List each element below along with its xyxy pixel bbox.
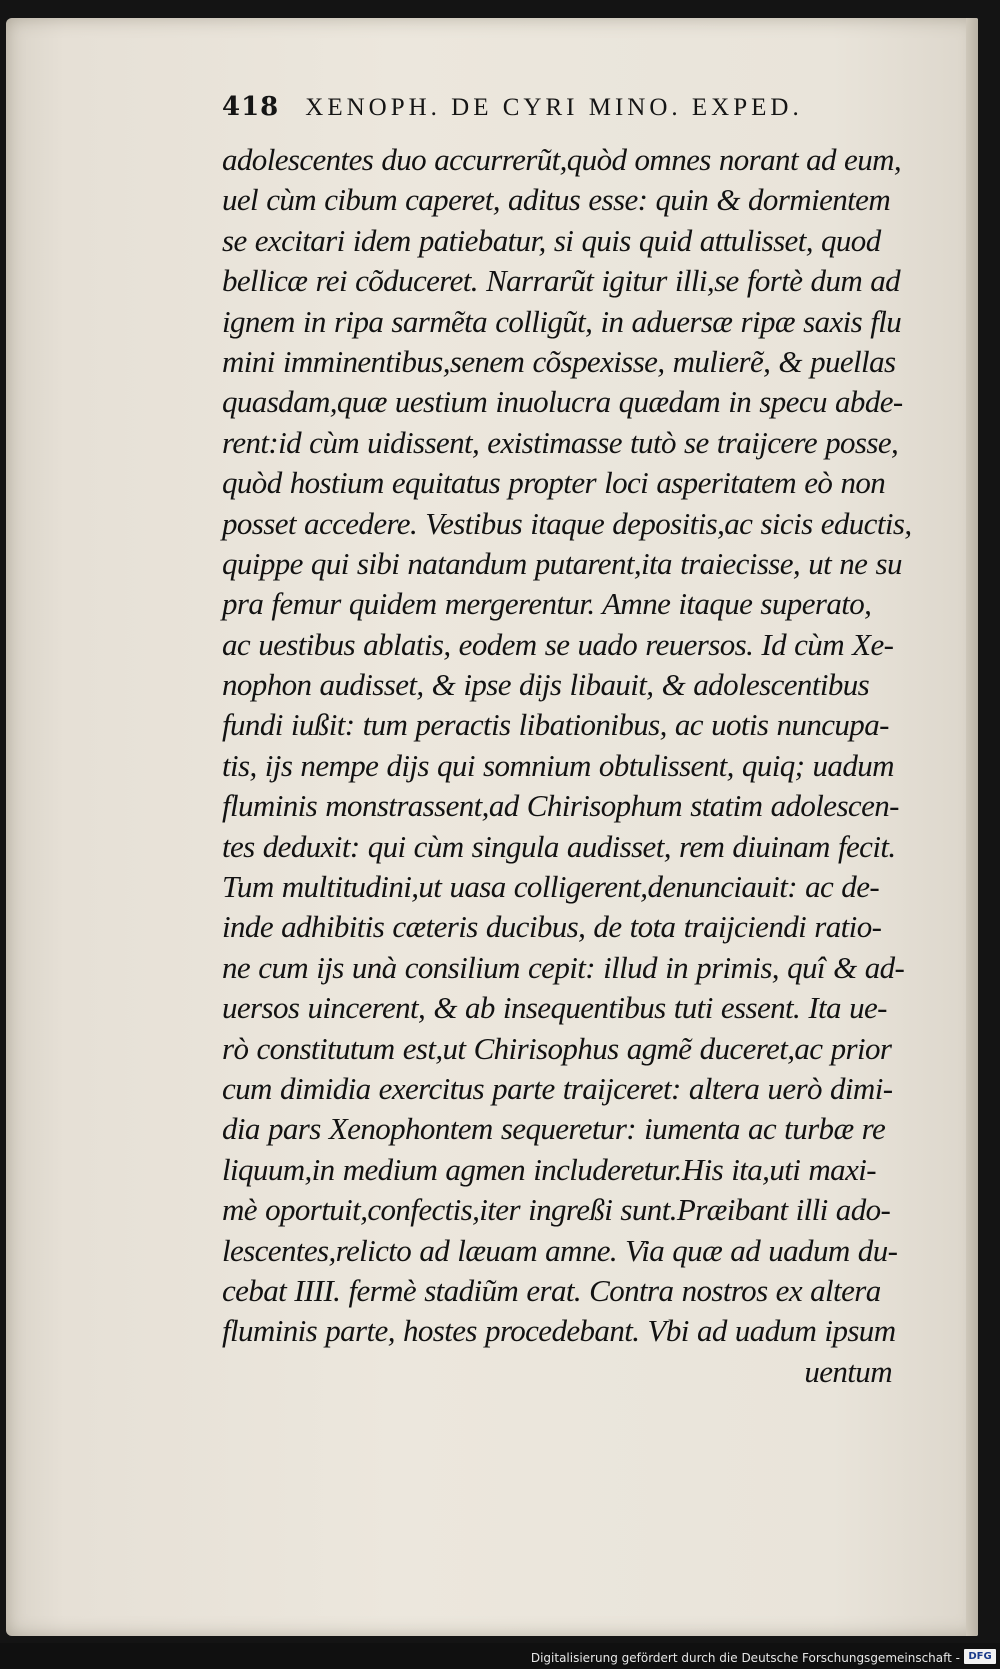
dfg-logo-icon: DFG [964,1649,996,1664]
text-line: uel cùm cibum caperet, aditus esse: quin & dormientem [222,182,891,218]
text-line: inde adhibitis cæteris ducibus, de tota traijciendi ratio- [222,909,882,945]
text-line: dia pars Xenophontem sequeretur: iumenta ac turbæ re [222,1111,886,1147]
text-line: adolescentes duo accurrerũt,quòd omnes norant ad eum, [222,142,902,177]
text-line: fundi iußit: tum peractis libationibus, ac uotis nuncupa- [222,707,889,743]
text-line: ignem in ripa sarmẽta colligũt, in aduersæ ripæ saxis flu [222,303,902,339]
text-line: tis, ijs nempe dijs qui somnium obtulissent, quiq; uadum [222,747,894,783]
body-text [222,140,912,1392]
text-line: uersos uincerent, & ab insequentibus tuti essent. Ita ue- [222,990,887,1026]
text-line: liquum,in medium agmen includeretur.His ita,uti maxi- [222,1151,876,1187]
text-line: fluminis parte, hostes procedebant. Vbi ad uadum ipsum [222,1313,896,1349]
text-line: rent:id cùm uidissent, existimasse tutò se traijcere posse, [222,424,899,460]
text-line: quippe qui sibi natandum putarent,ita traiecisse, ut ne su [222,545,902,581]
text-line: cebat IIII. fermè stadiũm erat. Contra nostros ex altera [222,1272,881,1308]
text-line: rò constitutum est,ut Chirisophus agmẽ duceret,ac prior [222,1030,892,1066]
text-line: posset accedere. Vestibus itaque depositis,ac sicis eductis, [222,505,912,541]
text-line: quòd hostium equitatus propter loci asperitatem eò non [222,465,886,501]
digitization-credit: Digitalisierung gefördert durch die Deutsche Forschungsgemeinschaft - [530,1651,960,1665]
running-title: XENOPH. DE CYRI MINO. EXPED. [305,94,803,121]
text-line: ac uestibus ablatis, eodem se uado reuersos. Id cùm Xe- [222,626,894,662]
catchword: uentum [804,1353,892,1389]
page-edge [966,18,978,1636]
text-line: nophon audisset, & ipse dijs libauit, & adolescentibus [222,667,870,703]
text-line: cum dimidia exercitus parte traijceret: altera uerò dimi- [222,1070,893,1106]
text-line: fluminis monstrassent,ad Chirisophum statim adolescen- [222,788,899,824]
footer-bar [0,1643,1000,1669]
text-line: tes deduxit: qui cùm singula audisset, rem diuinam fecit. [222,828,896,864]
page-number: 418 [222,92,280,122]
text-line: pra femur quidem mergerentur. Amne itaque superato, [222,586,872,622]
text-line: lescentes,relicto ad læuam amne. Via quæ ad uadum du- [222,1232,898,1268]
text-line: se excitari idem patiebatur, si quis quid attulisset, quod [222,222,881,258]
text-line: bellicæ rei cõduceret. Narrarũt igitur illi,se fortè dum ad [222,263,901,299]
text-line: mini imminentibus,senem cõspexisse, mulierẽ, & puellas [222,343,896,379]
text-line: ne cum ijs unà consilium cepit: illud in primis, quî & ad- [222,949,905,985]
text-line: quasdam,quæ uestium inuolucra quædam in specu abde- [222,384,903,420]
text-line: mè oportuit,confectis,iter ingreßi sunt.Præibant illi ado- [222,1192,891,1228]
page-header [222,92,862,122]
text-line: Tum multitudini,ut uasa colligerent,denunciauit: ac de- [222,869,880,905]
